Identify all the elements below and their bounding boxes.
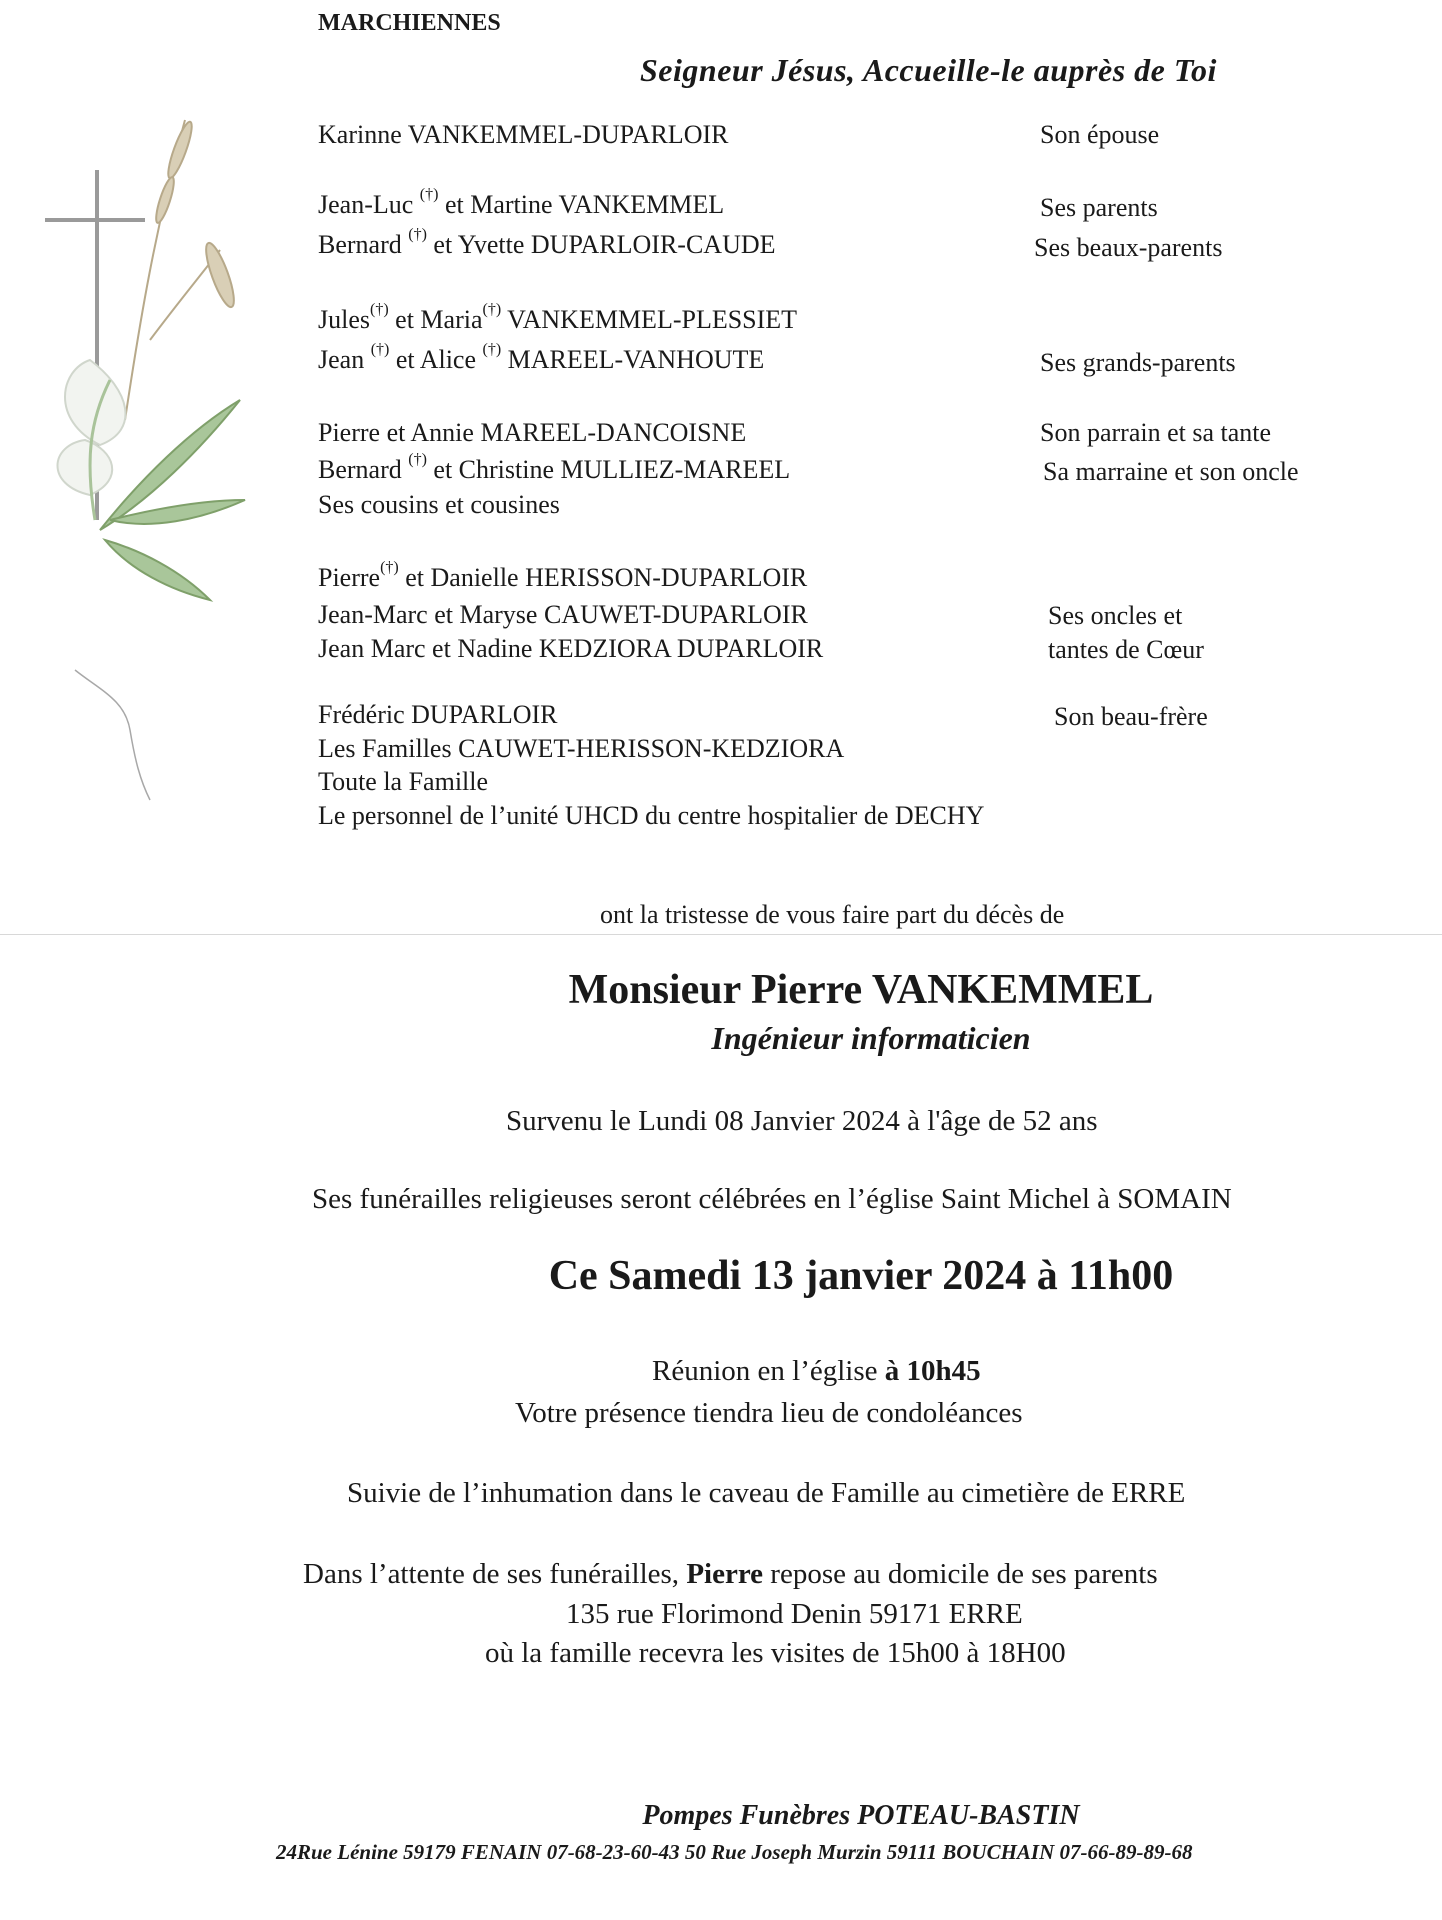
- reunion-text: Réunion en l’église: [652, 1355, 885, 1387]
- line-part: MAREEL-VANHOUTE: [501, 345, 765, 374]
- line-part: Pierre: [318, 563, 381, 592]
- family-line: Toute la Famille: [318, 767, 489, 796]
- dagger-mark: (†): [370, 301, 389, 318]
- family-line: [318, 341, 765, 375]
- dagger-mark: (†): [482, 301, 502, 318]
- repose-text: repose au domicile de ses parents: [763, 1558, 1158, 1590]
- dagger-mark: (†): [482, 341, 502, 358]
- funeral-home-name: Pompes Funèbres POTEAU-BASTIN: [642, 1800, 1080, 1831]
- funeral-home-addresses: 24Rue Lénine 59179 FENAIN 07-68-23-60-43 50 Rue Joseph Murzin 59111 BOUCHAIN 07-66-89-89-68: [276, 1840, 1193, 1864]
- death-date-line: Survenu le Lundi 08 Janvier 2024 à l'âge de 52 ans: [506, 1105, 1098, 1137]
- family-relation: Ses oncles et: [1048, 601, 1183, 630]
- family-relation: Ses beaux-parents: [1034, 233, 1223, 262]
- family-line: Ses cousins et cousines: [318, 490, 560, 519]
- family-line: [318, 559, 808, 593]
- family-relation: Ses parents: [1040, 193, 1158, 222]
- line-part: et Christine MULLIEZ-MAREEL: [426, 455, 791, 484]
- line-part: Bernard: [318, 230, 409, 259]
- family-line: Jean Marc et Nadine KEDZIORA DUPARLOIR: [318, 634, 824, 663]
- line-part: et Maria: [388, 305, 483, 334]
- dagger-mark: (†): [408, 451, 427, 468]
- repose-line: [303, 1558, 1158, 1591]
- dagger-mark: (†): [380, 559, 399, 576]
- family-relation: Son beau-frère: [1054, 702, 1208, 731]
- family-relation: Sa marraine et son oncle: [1043, 457, 1299, 486]
- wheat-icon: [125, 120, 239, 420]
- visits-line: où la famille recevra les visites de 15h00 à 18H00: [485, 1637, 1066, 1669]
- town-name: MARCHIENNES: [318, 10, 501, 36]
- family-line: Karinne VANKEMMEL-DUPARLOIR: [318, 120, 729, 149]
- family-line: Jean-Marc et Maryse CAUWET-DUPARLOIR: [318, 600, 808, 629]
- family-line: Pierre et Annie MAREEL-DANCOISNE: [318, 418, 747, 447]
- family-line: Les Familles CAUWET-HERISSON-KEDZIORA: [318, 734, 845, 763]
- line-part: et Yvette DUPARLOIR-CAUDE: [426, 230, 776, 259]
- dagger-mark: (†): [419, 186, 439, 203]
- address-line: 135 rue Florimond Denin 59171 ERRE: [566, 1598, 1023, 1630]
- line-part: Jules: [318, 305, 370, 334]
- condolences-line: Votre présence tiendra lieu de condoléances: [515, 1397, 1023, 1429]
- line-part: Jean-Luc: [318, 190, 420, 219]
- family-line: Le personnel de l’unité UHCD du centre hospitalier de DECHY: [318, 801, 985, 830]
- family-line: [318, 226, 776, 260]
- burial-line: Suivie de l’inhumation dans le caveau de Famille au cimetière de ERRE: [347, 1477, 1186, 1509]
- lily-icon: [58, 360, 126, 520]
- reunion-line: [652, 1355, 981, 1388]
- line-part: et Alice: [389, 345, 483, 374]
- line-part: Jean: [318, 345, 371, 374]
- reunion-time: à 10h45: [884, 1355, 981, 1387]
- line-part: et Danielle HERISSON-DUPARLOIR: [398, 563, 808, 592]
- funeral-date: Ce Samedi 13 janvier 2024 à 11h00: [548, 1253, 1174, 1299]
- line-part: Bernard: [318, 455, 409, 484]
- family-relation: tantes de Cœur: [1048, 635, 1204, 664]
- repose-text: Dans l’attente de ses funérailles,: [303, 1558, 687, 1590]
- line-part: VANKEMMEL-PLESSIET: [501, 305, 798, 334]
- deceased-title: Ingénieur informaticien: [711, 1020, 1031, 1056]
- cross-lily-illustration: [30, 100, 270, 820]
- family-line: [318, 451, 791, 485]
- repose-name: Pierre: [686, 1558, 764, 1590]
- prayer-heading: Seigneur Jésus, Accueille-le auprès de Toi: [640, 52, 1217, 88]
- fold-divider: [0, 934, 1442, 935]
- stem-line: [75, 670, 150, 800]
- family-relation: Son épouse: [1040, 120, 1160, 149]
- family-relation: Son parrain et sa tante: [1040, 418, 1272, 447]
- dagger-mark: (†): [408, 226, 427, 243]
- family-line: Frédéric DUPARLOIR: [318, 700, 558, 729]
- family-line: [318, 301, 798, 335]
- line-part: et Martine VANKEMMEL: [438, 190, 725, 219]
- deceased-name: Monsieur Pierre VANKEMMEL: [568, 967, 1154, 1013]
- dagger-mark: (†): [370, 341, 390, 358]
- family-relation: Ses grands-parents: [1040, 348, 1236, 377]
- funeral-church-line: Ses funérailles religieuses seront célébrées en l’église Saint Michel à SOMAIN: [312, 1183, 1232, 1215]
- family-line: [318, 186, 725, 220]
- announcement-intro: ont la tristesse de vous faire part du décès de: [600, 900, 1065, 929]
